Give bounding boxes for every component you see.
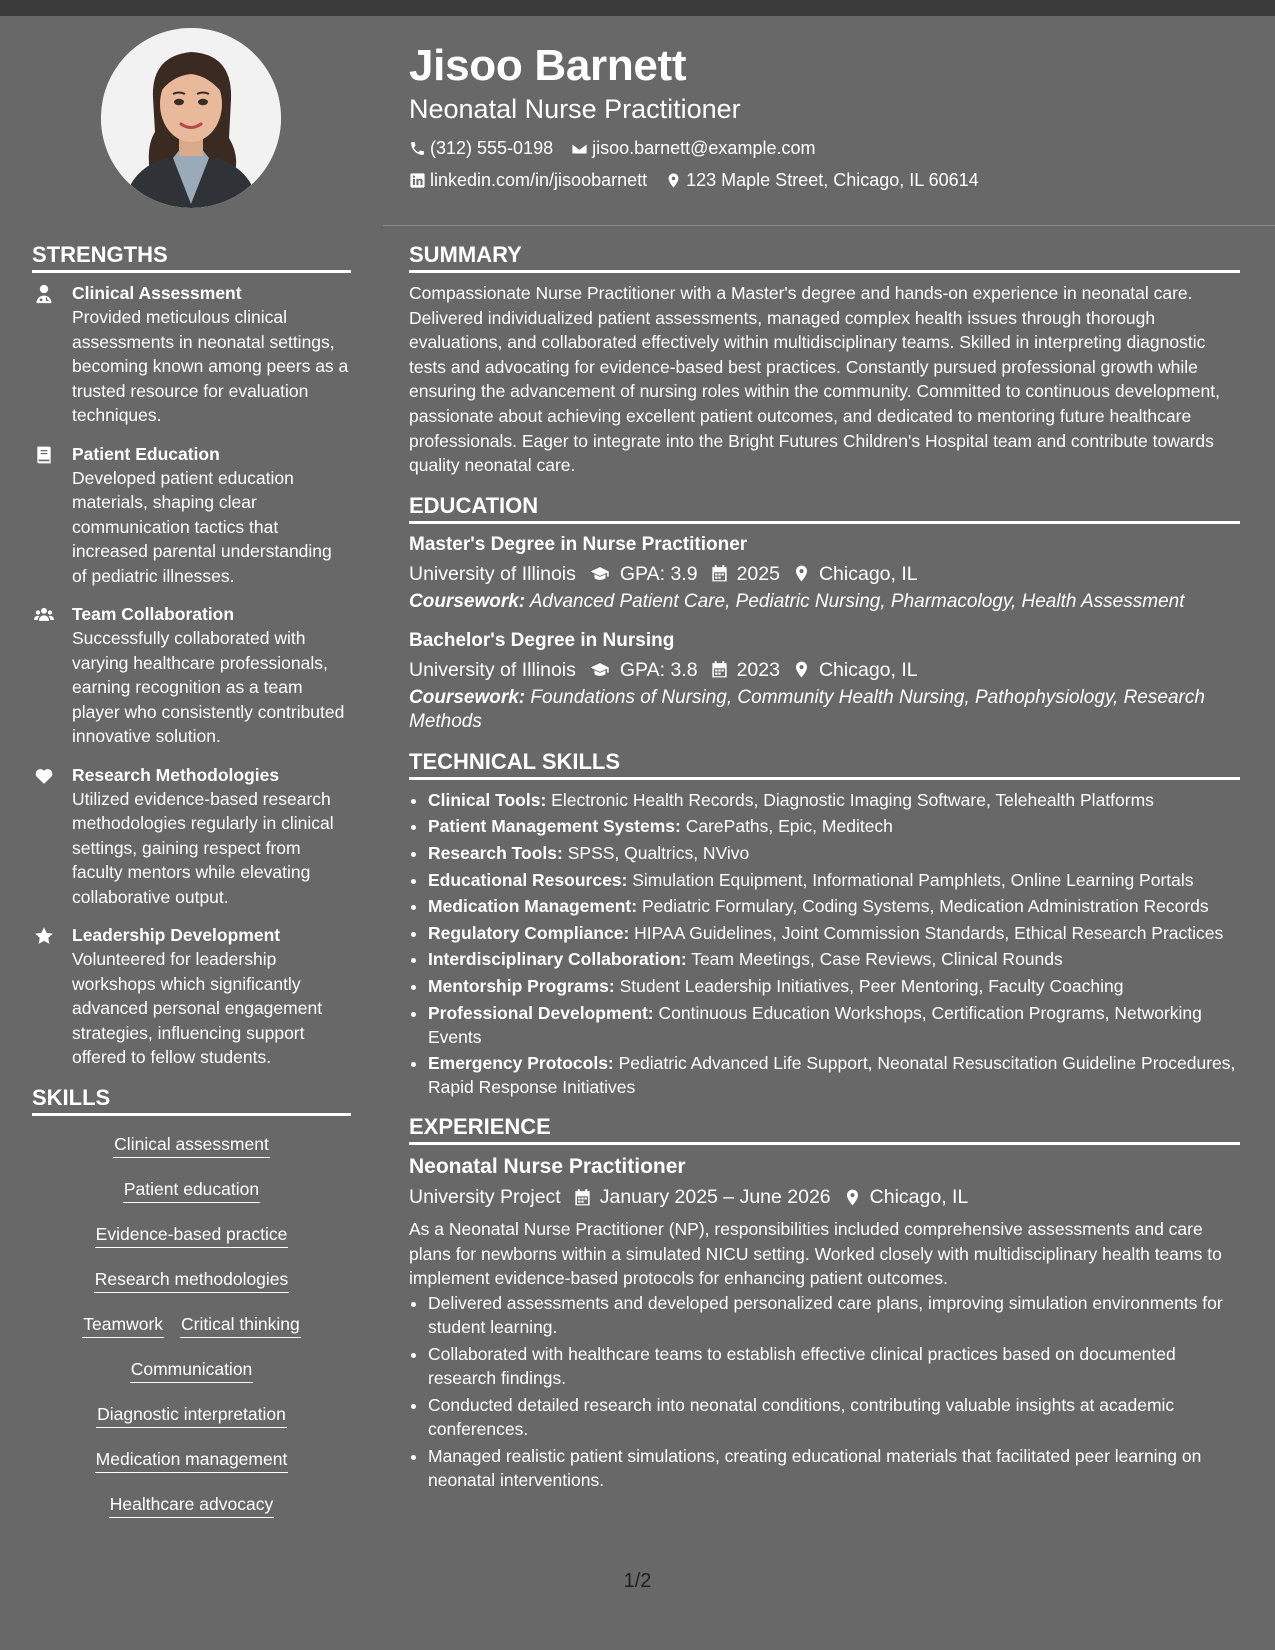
map-pin-icon	[792, 564, 811, 583]
contact-row-1	[409, 132, 1249, 164]
education-entry	[409, 628, 1240, 734]
user-doctor-icon	[34, 284, 54, 304]
strength-desc: Volunteered for leadership workshops which significantly advanced personal engagement strategies, influencing support offered to fellow students.	[72, 949, 323, 1067]
tech-label: Emergency Protocols:	[428, 1053, 614, 1074]
education-heading: EDUCATION	[409, 492, 1240, 524]
skill-tag: Patient education	[123, 1177, 260, 1203]
experience-bullets	[409, 1291, 1240, 1493]
map-pin-icon	[665, 172, 682, 189]
linkedin-text[interactable]: linkedin.com/in/jisoobarnett	[430, 170, 648, 190]
tech-label: Medication Management:	[428, 896, 638, 917]
contact-email	[571, 132, 815, 164]
skills-section	[32, 1084, 351, 1533]
phone-text[interactable]: (312) 555-0198	[430, 138, 554, 158]
education-meta	[409, 558, 1240, 590]
skill-tag: Evidence-based practice	[95, 1222, 289, 1248]
resume-header	[409, 40, 1249, 196]
calendar-icon	[573, 1188, 592, 1207]
tech-value: CarePaths, Epic, Meditech	[685, 816, 893, 837]
strength-desc: Developed patient education materials, shaping clear communication tactics that increased parental understanding of pediatric illnesses.	[72, 467, 332, 586]
organization-name: University Project	[409, 1186, 561, 1209]
tech-label: Professional Development:	[428, 1002, 654, 1023]
skill-tag: Clinical assessment	[113, 1132, 270, 1158]
skill-tag: Communication	[130, 1357, 254, 1383]
book-icon	[34, 445, 54, 465]
location-text: Chicago, IL	[818, 658, 918, 681]
school-name: University of Illinois	[409, 562, 576, 585]
contact-row-2	[409, 164, 1249, 196]
contact-phone	[409, 132, 553, 164]
strength-title: Research Methodologies	[72, 764, 280, 785]
tech-label: Educational Resources:	[428, 869, 628, 890]
tech-value: HIPAA Guidelines, Joint Commission Standards, Ethical Research Practices	[634, 922, 1224, 943]
gpa-text: GPA: 3.8	[619, 658, 698, 681]
calendar-icon	[710, 660, 729, 679]
tech-value: Pediatric Formulary, Coding Systems, Medication Administration Records	[641, 896, 1209, 917]
tech-value: SPSS, Qualtrics, NVivo	[567, 842, 750, 863]
year-text: 2023	[736, 658, 780, 681]
tech-value: Simulation Equipment, Informational Pamphlets, Online Learning Portals	[632, 869, 1194, 890]
list-item	[428, 788, 1240, 812]
skill-tag: Diagnostic interpretation	[96, 1402, 287, 1428]
strength-desc: Provided meticulous clinical assessments in neonatal settings, becoming known among peers as a trusted resource for evaluation techniques.	[72, 307, 349, 425]
strength-item	[32, 923, 351, 1070]
skills-heading: SKILLS	[32, 1084, 351, 1116]
gpa-text: GPA: 3.9	[619, 562, 698, 585]
list-item	[428, 947, 1240, 971]
list-item	[428, 921, 1240, 945]
location-text: Chicago, IL	[869, 1186, 969, 1209]
strength-desc: Successfully collaborated with varying healthcare professionals, earning recognition as a team player who consistently contributed innovative solution.	[72, 628, 345, 746]
list-item	[428, 868, 1240, 892]
school-name: University of Illinois	[409, 658, 576, 681]
list-item: • Conducted detailed research into neonatal conditions, contributing valuable insights at academic conferences.	[428, 1393, 1240, 1442]
strengths-heading: STRENGTHS	[32, 241, 351, 273]
degree-title: Master's Degree in Nurse Practitioner	[409, 533, 748, 555]
header-divider	[383, 225, 1275, 226]
skill-tag: Teamwork	[82, 1312, 164, 1338]
strength-item	[32, 442, 351, 589]
tech-value: Student Leadership Initiatives, Peer Mentoring, Faculty Coaching	[619, 975, 1124, 996]
phone-icon	[409, 140, 426, 157]
calendar-icon	[710, 564, 729, 583]
coursework	[409, 590, 1240, 614]
tech-value: Pediatric Advanced Life Support, Neonatal Resuscitation Guideline Procedures, Rapid Response Initiatives	[428, 1053, 1236, 1098]
candidate-name: Jisoo Barnett	[409, 41, 687, 90]
heart-icon	[34, 766, 54, 786]
strength-title: Leadership Development	[72, 925, 281, 945]
coursework	[409, 686, 1240, 734]
strength-item	[32, 281, 351, 428]
tech-label: Regulatory Compliance:	[428, 922, 630, 943]
tech-label: Research Tools:	[428, 842, 563, 863]
experience-description: As a Neonatal Nurse Practitioner (NP), responsibilities included comprehensive assessments and care plans for newborns within a simulated NICU setting. Worked closely with multidisciplinary health teams to implement evidence-based protocols for enhancing patient outcomes.	[409, 1219, 1222, 1289]
map-pin-icon	[843, 1188, 862, 1207]
summary-text: Compassionate Nurse Practitioner with a Master's degree and hands-on experience in neonatal care. Delivered individualized patient assessments, managed complex health issues through thorough evaluations, and collaborated effectively within multidisciplinary teams. Skilled in interpreting diagnostic tests and advocating for evidence-based best practices. Constantly pursued professional growth while ensuring the advancement of nursing roles within the community. Committed to continuous development, passionate about achieving excellent patient outcomes, and dedicated to mentoring future healthcare professionals. Eager to integrate into the Bright Futures Children's Hospital team and contribute towards quality neonatal care.	[409, 283, 1220, 476]
candidate-title: Neonatal Nurse Practitioner	[409, 94, 741, 124]
strength-item	[32, 602, 351, 749]
strength-title: Patient Education	[72, 443, 220, 464]
profile-photo	[101, 28, 281, 208]
date-range: January 2025 – June 2026	[599, 1186, 831, 1209]
email-text[interactable]: jisoo.barnett@example.com	[592, 138, 816, 158]
strength-title: Clinical Assessment	[72, 283, 242, 303]
list-item	[428, 974, 1240, 998]
tech-value: Continuous Education Workshops, Certification Programs, Networking Events	[428, 1002, 1202, 1047]
list-item: • Delivered assessments and developed personalized care plans, improving simulation environments for student learning.	[428, 1291, 1240, 1340]
star-icon	[34, 926, 54, 946]
degree-title: Bachelor's Degree in Nursing	[409, 629, 675, 651]
list-item	[428, 1001, 1240, 1049]
envelope-icon	[571, 140, 588, 157]
graduation-cap-icon	[588, 660, 612, 679]
education-meta	[409, 654, 1240, 686]
users-icon	[34, 605, 54, 625]
coursework-text: Foundations of Nursing, Community Health Nursing, Pathophysiology, Research Methods	[409, 686, 1205, 732]
skill-tag: Research methodologies	[94, 1267, 290, 1293]
experience-role: Neonatal Nurse Practitioner	[409, 1155, 686, 1179]
left-column	[32, 241, 351, 1533]
list-item: • Collaborated with healthcare teams to establish effective clinical practices based on documented research findings.	[428, 1342, 1240, 1391]
tech-label: Mentorship Programs:	[428, 975, 615, 996]
skill-tag: Healthcare advocacy	[109, 1492, 274, 1518]
year-text: 2025	[736, 562, 780, 585]
map-pin-icon	[792, 660, 811, 679]
experience-meta	[409, 1181, 1240, 1213]
coursework-label: Coursework:	[409, 686, 526, 708]
technical-skills-list	[409, 788, 1240, 1099]
strength-desc: Utilized evidence-based research methodologies regularly in clinical settings, gaining respect from faculty mentors while elevating collaborative output.	[72, 788, 334, 907]
contact-linkedin	[409, 164, 647, 196]
list-item	[428, 814, 1240, 838]
address-text: 123 Maple Street, Chicago, IL 60614	[686, 170, 979, 190]
location-text: Chicago, IL	[818, 562, 918, 585]
list-item	[428, 1051, 1240, 1099]
technical-skills-heading: TECHNICAL SKILLS	[409, 748, 1240, 780]
list-item	[428, 894, 1240, 918]
tech-label: Clinical Tools:	[428, 789, 547, 810]
skills-list	[32, 1124, 351, 1533]
list-item	[428, 841, 1240, 865]
summary-heading: SUMMARY	[409, 241, 1240, 273]
education-entry	[409, 532, 1240, 614]
right-column	[409, 241, 1240, 1495]
skill-tag: Critical thinking	[180, 1312, 301, 1338]
skill-tag: Medication management	[95, 1447, 289, 1473]
coursework-label: Coursework:	[409, 590, 526, 612]
tech-value: Electronic Health Records, Diagnostic Imaging Software, Telehealth Platforms	[551, 789, 1154, 810]
strength-title: Team Collaboration	[72, 604, 235, 624]
linkedin-icon	[409, 172, 426, 189]
tech-label: Interdisciplinary Collaboration:	[428, 949, 687, 970]
contact-address	[665, 164, 979, 196]
top-bar	[0, 0, 1275, 16]
experience-heading: EXPERIENCE	[409, 1113, 1240, 1145]
tech-label: Patient Management Systems:	[428, 816, 681, 837]
graduation-cap-icon	[588, 564, 612, 583]
tech-value: Team Meetings, Case Reviews, Clinical Rounds	[691, 949, 1063, 970]
strength-item	[32, 763, 351, 910]
page-number: 1/2	[623, 1570, 652, 1592]
coursework-text: Advanced Patient Care, Pediatric Nursing, Pharmacology, Health Assessment	[529, 590, 1185, 612]
list-item: • Managed realistic patient simulations, creating educational materials that facilitated peer learning on neonatal interventions.	[428, 1444, 1240, 1493]
